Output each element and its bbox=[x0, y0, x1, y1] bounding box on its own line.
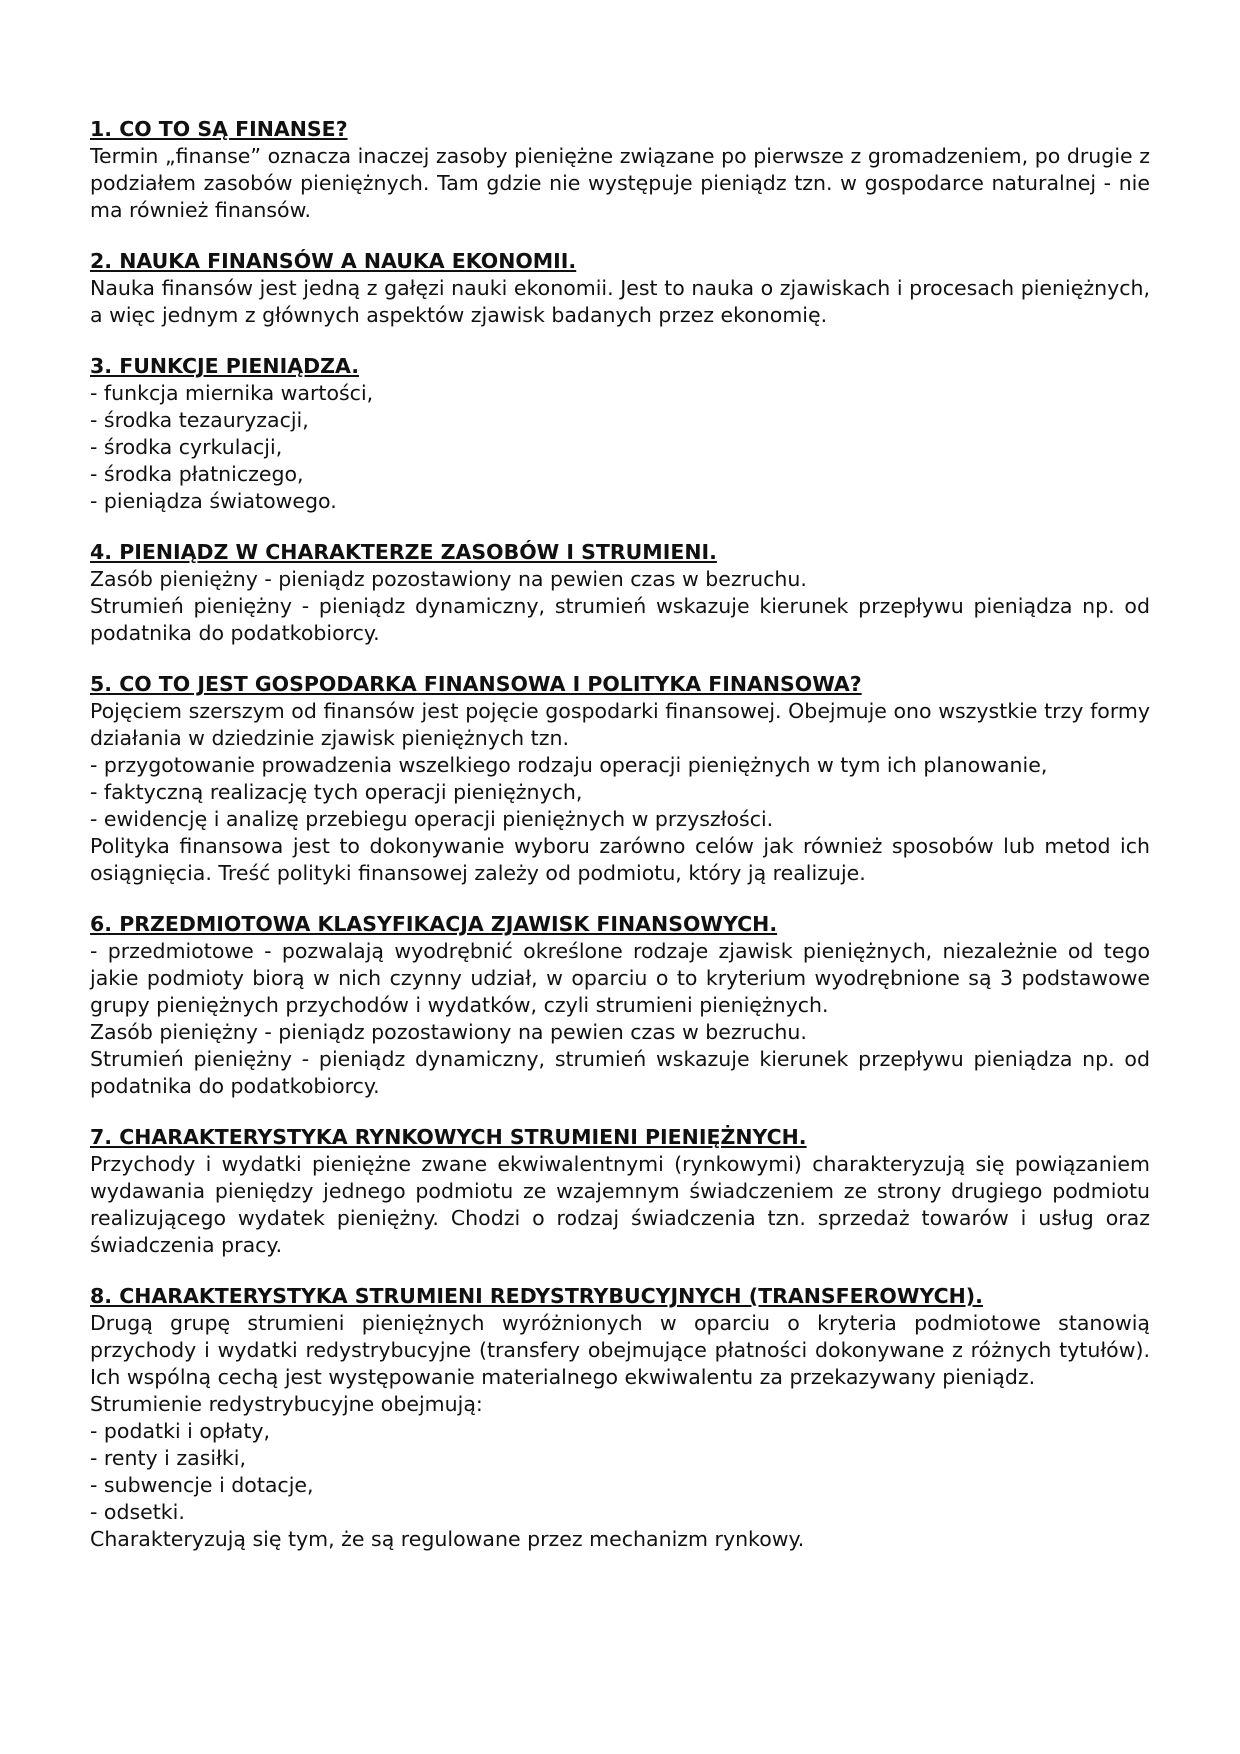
list-item: - faktyczną realizację tych operacji pieniężnych, bbox=[90, 780, 583, 804]
section-heading: 4. PIENIĄDZ W CHARAKTERZE ZASOBÓW I STRUMIENI. bbox=[90, 540, 717, 564]
section-8 bbox=[90, 1283, 1150, 1553]
list-item: - ewidencję i analizę przebiegu operacji pieniężnych w przyszłości. bbox=[90, 807, 774, 831]
list-item: - przedmiotowe - pozwalają wyodrębnić określone rodzaje zjawisk pieniężnych, niezależnie od tego jakie podmioty biorą w nich czynny udział, w oparciu o to kryterium wyodrębnione są 3 podstawowe grupy pieniężnych przychodów i wydatków, czyli strumieni pieniężnych. bbox=[90, 939, 1150, 1017]
paragraph: Termin „finanse” oznacza inaczej zasoby pieniężne związane po pierwsze z gromadzeniem, po drugie z podziałem zasobów pieniężnych. Tam gdzie nie występuje pieniądz tzn. w gospodarce naturalnej - nie ma również finansów. bbox=[90, 144, 1150, 222]
list-item: - środka tezauryzacji, bbox=[90, 408, 309, 432]
paragraph: Strumienie redystrybucyjne obejmują: bbox=[90, 1392, 483, 1416]
section-1 bbox=[90, 116, 1150, 224]
list-item: - subwencje i dotacje, bbox=[90, 1473, 314, 1497]
list-item: - środka cyrkulacji, bbox=[90, 435, 283, 459]
paragraph: Pojęciem szerszym od finansów jest pojęcie gospodarki finansowej. Obejmuje ono wszystkie trzy formy działania w dziedzinie zjawisk pieniężnych tzn. bbox=[90, 699, 1150, 750]
paragraph: Nauka finansów jest jedną z gałęzi nauki ekonomii. Jest to nauka o zjawiskach i procesach pieniężnych, a więc jednym z głównych aspektów zjawisk badanych przez ekonomię. bbox=[90, 276, 1150, 327]
list-item: - renty i zasiłki, bbox=[90, 1446, 247, 1470]
section-7 bbox=[90, 1124, 1150, 1259]
paragraph: Zasób pieniężny - pieniądz pozostawiony na pewien czas w bezruchu. bbox=[90, 567, 807, 591]
paragraph: Charakteryzują się tym, że są regulowane przez mechanizm rynkowy. bbox=[90, 1527, 805, 1551]
list-item: - podatki i opłaty, bbox=[90, 1419, 271, 1443]
section-heading: 5. CO TO JEST GOSPODARKA FINANSOWA I POLITYKA FINANSOWA? bbox=[90, 672, 862, 696]
section-5 bbox=[90, 671, 1150, 887]
list-item: - odsetki. bbox=[90, 1500, 185, 1524]
list-item: - pieniądza światowego. bbox=[90, 489, 337, 513]
paragraph: Zasób pieniężny - pieniądz pozostawiony na pewien czas w bezruchu. bbox=[90, 1020, 807, 1044]
section-heading: 7. CHARAKTERYSTYKA RYNKOWYCH STRUMIENI PIENIĘŻNYCH. bbox=[90, 1125, 807, 1149]
section-4 bbox=[90, 539, 1150, 647]
paragraph: Drugą grupę strumieni pieniężnych wyróżnionych w oparciu o kryteria podmiotowe stanowią przychody i wydatki redystrybucyjne (transfery obejmujące płatności dokonywane z różnych tytułów). Ich wspólną cechą jest występowanie materialnego ekwiwalentu za przekazywany pieniądz. bbox=[90, 1311, 1150, 1389]
section-3 bbox=[90, 353, 1150, 515]
section-6 bbox=[90, 911, 1150, 1100]
paragraph: Polityka finansowa jest to dokonywanie wyboru zarówno celów jak również sposobów lub metod ich osiągnięcia. Treść polityki finansowej zależy od podmiotu, który ją realizuje. bbox=[90, 834, 1150, 885]
paragraph: Przychody i wydatki pieniężne zwane ekwiwalentnymi (rynkowymi) charakteryzują się powiązaniem wydawania pieniędzy jednego podmiotu ze wzajemnym świadczeniem ze strony drugiego podmiotu realizującego wydatek pieniężny. Chodzi o rodzaj świadczenia tzn. sprzedaż towarów i usług oraz świadczenia pracy. bbox=[90, 1152, 1150, 1257]
section-heading: 3. FUNKCJE PIENIĄDZA. bbox=[90, 354, 359, 378]
paragraph: Strumień pieniężny - pieniądz dynamiczny, strumień wskazuje kierunek przepływu pieniądza np. od podatnika do podatkobiorcy. bbox=[90, 594, 1150, 645]
section-heading: 2. NAUKA FINANSÓW A NAUKA EKONOMII. bbox=[90, 249, 577, 273]
section-heading: 8. CHARAKTERYSTYKA STRUMIENI REDYSTRYBUCYJNYCH (TRANSFEROWYCH). bbox=[90, 1284, 983, 1308]
list-item: - funkcja miernika wartości, bbox=[90, 381, 374, 405]
list-item: - środka płatniczego, bbox=[90, 462, 304, 486]
section-heading: 6. PRZEDMIOTOWA KLASYFIKACJA ZJAWISK FINANSOWYCH. bbox=[90, 912, 778, 936]
section-heading: 1. CO TO SĄ FINANSE? bbox=[90, 117, 348, 141]
list-item: - przygotowanie prowadzenia wszelkiego rodzaju operacji pieniężnych w tym ich planowanie, bbox=[90, 753, 1048, 777]
paragraph: Strumień pieniężny - pieniądz dynamiczny, strumień wskazuje kierunek przepływu pieniądza np. od podatnika do podatkobiorcy. bbox=[90, 1047, 1150, 1098]
section-2 bbox=[90, 248, 1150, 329]
